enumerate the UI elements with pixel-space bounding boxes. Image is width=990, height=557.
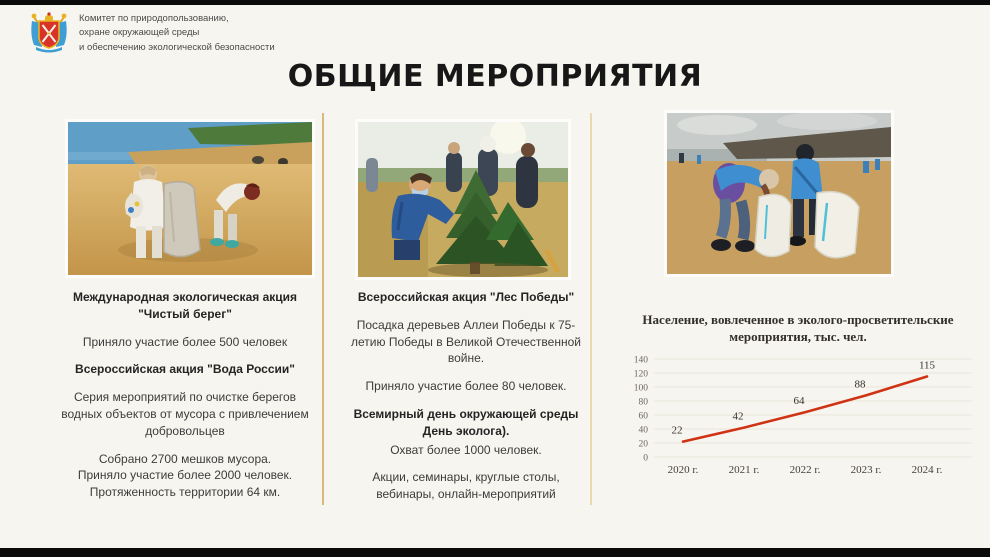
action-heading: Всероссийская акция "Лес Победы": [357, 290, 575, 304]
formats-text: Акции, семинары, круглые столы, вебинары, онлайн-мероприятий: [372, 470, 560, 502]
y-tick-label: 40: [638, 425, 648, 436]
tree-planting-illustration: [358, 122, 568, 277]
x-tick-label: 2022 г.: [789, 463, 821, 476]
photo-volunteers-bags: [664, 110, 894, 277]
column-forest-victory: [344, 289, 588, 514]
column-divider-1: [322, 113, 324, 505]
column-clean-shore: [56, 289, 314, 512]
trash-bag: [164, 182, 200, 257]
action-stats: Собрано 2700 мешков мусора. Приняло участие более 2000 человек. Протяженность территории 64 км.: [77, 451, 293, 500]
data-label: 22: [671, 424, 683, 437]
action-description: Посадка деревьев Аллеи Победы к 75-летию Победы в Великой Отечественной войне.: [351, 317, 581, 366]
population-chart: [612, 312, 984, 486]
participation-text: Приняло участие более 80 человек.: [365, 379, 567, 394]
action-heading: Международная экологическая акция "Чистый берег": [72, 290, 298, 321]
spb-coat-of-arms-icon: [28, 9, 70, 58]
action-heading: Всероссийская акция "Вода России": [75, 362, 295, 377]
x-tick-label: 2021 г.: [728, 463, 760, 476]
line-chart: [612, 351, 978, 481]
photo-forest-victory-action: [355, 119, 571, 280]
chart-title: Население, вовлеченное в эколого-просветительские мероприятия, тыс. чел.: [642, 312, 954, 344]
letterbox-bottom: [0, 548, 990, 557]
reach-text: Охват более 1000 человек.: [390, 442, 542, 457]
x-tick-label: 2023 г.: [850, 463, 882, 476]
page-title: ОБЩИЕ МЕРОПРИЯТИЯ: [287, 59, 703, 94]
org-name: [79, 12, 275, 55]
data-label: 115: [918, 359, 936, 372]
y-tick-label: 20: [638, 439, 648, 450]
y-tick-label: 120: [633, 369, 648, 380]
y-tick-label: 100: [633, 383, 648, 394]
org-name-line-2: охране окружающей среды: [79, 27, 200, 39]
letterbox-top: [0, 0, 990, 5]
action-heading: Всемирный день окружающей среды День эколога).: [353, 406, 579, 438]
trend-line: [683, 376, 927, 441]
participation-text: Приняло участие более 500 человек: [82, 334, 288, 349]
cloud: [677, 115, 757, 135]
slide-header: [28, 9, 275, 58]
soil: [428, 263, 548, 277]
data-label: 88: [854, 378, 866, 391]
y-tick-label: 140: [633, 355, 648, 366]
x-tick-label: 2020 г.: [667, 463, 699, 476]
data-label: 64: [793, 394, 805, 407]
photo-clean-shore-action: [65, 119, 315, 278]
x-tick-label: 2024 г.: [911, 463, 943, 476]
column-divider-2: [590, 113, 592, 505]
action-description: Серия мероприятий по очистке берегов водных объектов от мусора с привлечением добровольцев: [61, 390, 309, 438]
org-name-line-3: и обеспечению экологической безопасности: [79, 41, 275, 53]
beach-cleanup-illustration: [68, 122, 312, 275]
org-name-line-1: Комитет по природопользованию,: [79, 13, 229, 25]
autumn-beach-illustration: [667, 113, 891, 274]
y-tick-label: 80: [638, 397, 648, 408]
y-tick-label: 0: [643, 453, 648, 464]
data-label: 42: [732, 410, 744, 423]
y-tick-label: 60: [638, 411, 648, 422]
